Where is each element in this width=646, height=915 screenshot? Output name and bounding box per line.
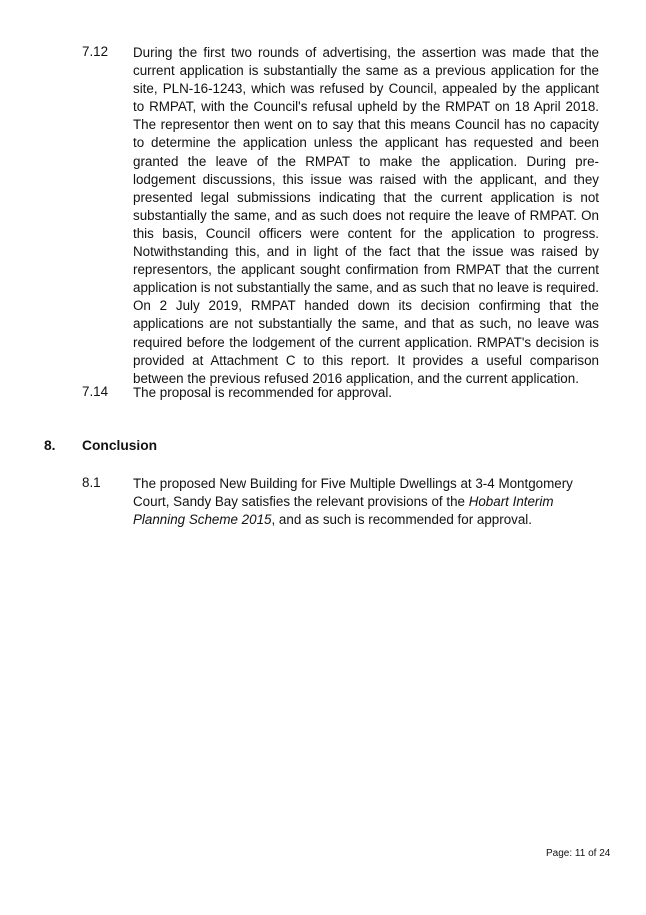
paragraph-number-7-12: 7.12 — [82, 44, 109, 59]
paragraph-text-8-1-part2: , and as such is recommended for approval. — [271, 512, 532, 528]
paragraph-number-8-1: 8.1 — [82, 475, 101, 490]
planning-scheme-title: Hobart Interim Planning Scheme 2015 — [133, 494, 554, 528]
page-number: Page: 11 of 24 — [546, 848, 611, 859]
paragraph-text-7-14: The proposal is recommended for approval. — [133, 385, 393, 400]
section-title-conclusion: Conclusion — [82, 438, 158, 453]
paragraph-number-7-14: 7.14 — [82, 384, 109, 399]
paragraph-text-8-1 — [133, 475, 599, 529]
section-number-8: 8. — [44, 438, 56, 453]
paragraph-text-8-1-part1: The proposed New Building for Five Multiple Dwellings at 3-4 Montgomery Court, Sandy Bay satisfies the relevant provisions of the — [133, 476, 573, 510]
paragraph-text-7-12: During the first two rounds of advertising, the assertion was made that the current application is substantially the same as a previous application for the site, PLN-16-1243, which was refused by Council, appealed by the applicant to RMPAT, with the Council's refusal upheld by the RMPAT on 18 April 2018. The representor then went on to say that this means Council has no capacity to determine the application unless the applicant has requested and been granted the leave of the RMPAT to make the application. During pre-lodgement discussions, this issue was raised with the applicant, and they presented legal submissions indicating that the current application is not substantially the same, and as such does not require the leave of RMPAT. On this basis, Council officers were content for the application to progress. Notwithstanding this, and in light of the fact that the issue was raised by representors, the applicant sought confirmation from RMPAT that the current application is not substantially the same, and as such that no leave is required. On 2 July 2019, RMPAT handed down its decision confirming that the applications are not substantially the same, and that as such, no leave was required before the lodgement of the current application. RMPAT's decision is provided at Attachment C to this report. It provides a useful comparison between the previous refused 2016 application, and the current application. — [133, 45, 599, 386]
